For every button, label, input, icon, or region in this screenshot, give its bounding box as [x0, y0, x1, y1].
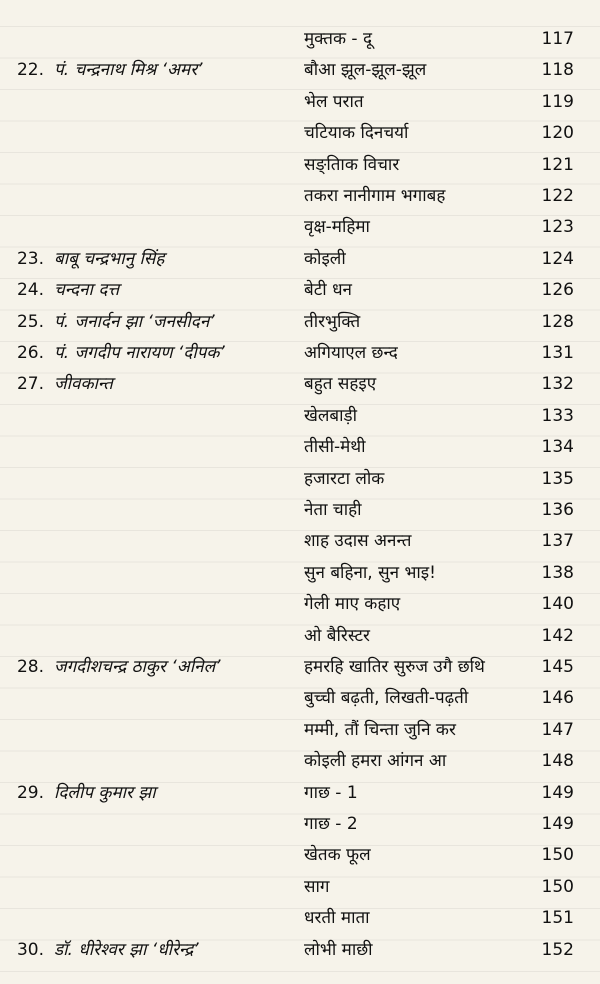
entry-number: 23.: [16, 248, 44, 269]
poem-title: सुन बहिना, सुन भाइ!: [304, 562, 436, 583]
page-number: 124: [541, 248, 574, 269]
toc-row: [0, 244, 600, 275]
toc-row: [0, 589, 600, 620]
page-number: 134: [541, 437, 574, 458]
entry-number: 30.: [16, 939, 44, 960]
toc-row: [0, 212, 600, 243]
page-number: 121: [541, 154, 574, 175]
author-name: पं. जनार्दन झा ‘जनसीदन’: [54, 311, 215, 332]
poem-title: बहुत सहइए: [304, 374, 377, 395]
toc-row: [0, 558, 600, 589]
poem-title: नेता चाही: [304, 500, 362, 520]
page-number: 152: [541, 939, 574, 960]
page-number: 136: [541, 500, 574, 520]
author-name: बाबू चन्द्रभानु सिंह: [54, 248, 165, 269]
poem-title: खेतक फूल: [304, 845, 371, 866]
toc-row: [0, 55, 600, 86]
entry-number: 27.: [16, 374, 44, 395]
entry-number: 22.: [16, 60, 44, 81]
page-number: 148: [541, 751, 574, 772]
toc-row: [0, 150, 600, 181]
toc-row: [0, 715, 600, 746]
poem-title: कोइली हमरा आंगन आ: [304, 751, 447, 772]
page-number: 150: [541, 876, 574, 897]
poem-title: तकरा नानीगाम भगाबह: [304, 186, 446, 206]
page-number: 131: [541, 343, 574, 363]
entry-number: 28.: [16, 657, 44, 677]
poem-title: बेटी धन: [304, 280, 352, 301]
poem-title: मुक्तक - दू: [304, 29, 372, 49]
toc-row: [0, 746, 600, 777]
poem-title: गाछ - 2: [304, 814, 358, 834]
toc-row: [0, 118, 600, 149]
page-number: 117: [541, 29, 574, 49]
poem-title: चटियाक दिनचर्या: [304, 123, 409, 144]
toc-row: [0, 401, 600, 432]
toc-row: [0, 275, 600, 306]
toc-row: [0, 338, 600, 369]
toc-row: [0, 87, 600, 118]
page-number: 118: [541, 60, 574, 81]
poem-title: शाह उदास अनन्त: [304, 531, 412, 552]
page-number: 123: [541, 217, 574, 238]
poem-title: गेली माए कहाए: [304, 594, 401, 615]
page-number: 149: [541, 814, 574, 834]
entry-number: 29.: [16, 782, 44, 803]
poem-title: अगियाएल छन्द: [304, 343, 398, 363]
page-number: 119: [541, 91, 574, 112]
page-number: 151: [541, 908, 574, 929]
toc-row: [0, 621, 600, 652]
author-name: पं. चन्द्रनाथ मिश्र ‘अमर’: [54, 60, 203, 81]
poem-title: तीरभुक्ति: [304, 311, 361, 332]
poem-title: बौआ झूल-झूल-झूल: [304, 60, 427, 81]
page-number: 126: [541, 280, 574, 301]
poem-title: खेलबाड़ी: [304, 405, 358, 426]
toc-row: [0, 778, 600, 809]
toc-row: [0, 432, 600, 463]
page-number: 145: [541, 657, 574, 677]
toc-row: [0, 24, 600, 55]
page-number: 149: [541, 782, 574, 803]
poem-title: हमरहि खातिर सुरुज उगै छथि: [304, 657, 485, 677]
poem-title: गाछ - 1: [304, 782, 358, 803]
page-number: 133: [541, 405, 574, 426]
author-name: जीवकान्त: [54, 374, 113, 395]
toc-row: [0, 307, 600, 338]
toc-row: [0, 903, 600, 934]
poem-title: बुच्ची बढ़ती, लिखती-पढ़ती: [304, 688, 469, 709]
entry-number: 25.: [16, 311, 44, 332]
poem-title: हजारटा लोक: [304, 468, 385, 489]
author-name: डॉ. धीरेश्वर झा ‘धीरेन्द्र’: [54, 939, 199, 960]
poem-title: सङ्तिाक विचार: [304, 154, 400, 175]
page-number: 146: [541, 688, 574, 709]
toc-row: [0, 840, 600, 871]
toc-row: [0, 464, 600, 495]
page-number: 128: [541, 311, 574, 332]
poem-title: साग: [304, 876, 330, 897]
toc-row: [0, 935, 600, 966]
page-number: 120: [541, 123, 574, 144]
page-number: 142: [541, 625, 574, 646]
page-number: 147: [541, 719, 574, 740]
author-name: पं. जगदीप नारायण ‘दीपक’: [54, 343, 225, 363]
poem-title: भेल परात: [304, 91, 364, 112]
page-number: 140: [541, 594, 574, 615]
author-name: जगदीशचन्द्र ठाकुर ‘अनिल’: [54, 657, 221, 677]
toc-row: [0, 809, 600, 840]
poem-title: कोइली: [304, 248, 346, 269]
toc-row: [0, 369, 600, 400]
poem-title: तीसी-मेथी: [304, 437, 366, 458]
page-number: 135: [541, 468, 574, 489]
author-name: दिलीप कुमार झा: [54, 782, 156, 803]
author-name: चन्दना दत्त: [54, 280, 120, 301]
entry-number: 26.: [16, 343, 44, 363]
toc-row: [0, 683, 600, 714]
toc-row: [0, 181, 600, 212]
page-number: 137: [541, 531, 574, 552]
toc-row: [0, 872, 600, 903]
page-number: 138: [541, 562, 574, 583]
toc-row: [0, 526, 600, 557]
poem-title: धरती माता: [304, 908, 370, 929]
poem-title: मम्मी, तौं चिन्ता जुनि कर: [304, 719, 456, 740]
poem-title: लोभी माछी: [304, 939, 373, 960]
toc-row: [0, 495, 600, 526]
poem-title: ओ बैरिस्टर: [304, 625, 370, 646]
poem-title: वृक्ष-महिमा: [304, 217, 370, 238]
page-number: 122: [541, 186, 574, 206]
page-number: 132: [541, 374, 574, 395]
toc-row: [0, 652, 600, 683]
page-number: 150: [541, 845, 574, 866]
entry-number: 24.: [16, 280, 44, 301]
